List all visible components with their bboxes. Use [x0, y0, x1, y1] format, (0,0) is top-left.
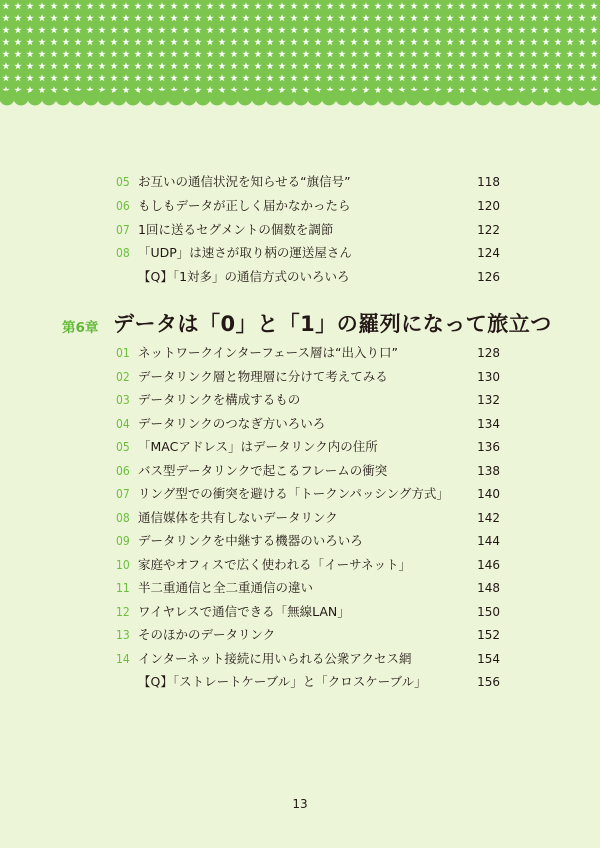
toc-entry — [0, 648, 600, 670]
entry-title: 「MACアドレス」はデータリンク内の住所 — [138, 439, 378, 454]
entry-title: 家庭やオフィスで広く使われる「イーサネット」 — [138, 556, 412, 572]
entry-page: 136 — [477, 440, 500, 454]
entry-title: データリンクを構成するもの — [138, 392, 301, 407]
entry-title: データリンク層と物理層に分けて考えてみる — [138, 368, 388, 384]
toc-entry — [0, 624, 600, 646]
toc-entry — [0, 483, 600, 505]
chapter-heading — [0, 306, 600, 342]
entry-title: 【Q】「1対多」の通信方式のいろいろ — [138, 269, 350, 285]
entry-number: 08 — [116, 510, 130, 525]
toc-entry — [0, 507, 600, 529]
entry-number: 05 — [116, 440, 130, 454]
entry-title: データリンクを中継する機器のいろいろ — [138, 533, 363, 548]
toc-entry — [0, 366, 600, 388]
entry-title: 通信媒体を共有しないデータリンク — [138, 509, 338, 525]
entry-title: 1回に送るセグメントの個数を調節 — [138, 221, 334, 237]
entry-number: 07 — [116, 222, 130, 237]
entry-title: 【Q】「ストレートケーブル」と「クロスケーブル」 — [138, 674, 427, 689]
toc-entry — [0, 266, 600, 288]
toc-entry — [0, 530, 600, 552]
entry-number: 12 — [116, 604, 130, 619]
toc-entry — [0, 242, 600, 264]
entry-title: 半二重通信と全二重通信の違い — [138, 580, 314, 595]
toc-entry — [0, 436, 600, 458]
entry-title: インターネット接続に用いられる公衆アクセス網 — [138, 650, 412, 666]
entry-title: もしもデータが正しく届かなかったら — [138, 197, 351, 213]
entry-page: 156 — [477, 675, 500, 689]
entry-page: 138 — [477, 463, 500, 478]
toc-entry — [0, 195, 600, 217]
entry-page: 120 — [477, 198, 500, 213]
entry-number: 13 — [116, 628, 130, 642]
entry-page: 142 — [477, 510, 500, 525]
entry-number: 02 — [116, 369, 130, 384]
entry-number: 07 — [116, 487, 130, 501]
toc-entry — [0, 460, 600, 482]
entry-page: 148 — [477, 581, 500, 595]
entry-page: 118 — [477, 175, 500, 189]
entry-number: 09 — [116, 534, 130, 548]
entry-page: 128 — [477, 346, 500, 360]
entry-page: 140 — [477, 487, 500, 501]
entry-page: 154 — [477, 651, 500, 666]
entry-page: 122 — [477, 222, 500, 237]
toc-entry — [0, 389, 600, 411]
toc-entry — [0, 554, 600, 576]
toc-entry — [0, 342, 600, 364]
entry-title: ネットワークインターフェース層は“出入り口” — [138, 345, 398, 360]
entry-number: 08 — [116, 246, 130, 261]
toc-entry — [0, 601, 600, 623]
entry-page: 150 — [477, 604, 500, 619]
page-number: 13 — [292, 797, 308, 811]
entry-page: 130 — [477, 369, 500, 384]
entry-page: 132 — [477, 393, 500, 407]
chapter-label: 第6章 — [62, 320, 99, 336]
entry-number: 06 — [116, 198, 130, 213]
entry-number: 01 — [116, 346, 130, 360]
entry-title: ワイヤレスで通信できる「無線LAN」 — [138, 603, 350, 619]
entry-title: データリンクのつなぎ方いろいろ — [138, 415, 326, 431]
entry-page: 126 — [477, 270, 500, 285]
entry-title: お互いの通信状況を知らせる“旗信号” — [138, 174, 351, 189]
entry-page: 152 — [477, 628, 500, 642]
entry-page: 144 — [477, 534, 500, 548]
entry-page: 146 — [477, 557, 500, 572]
entry-number: 11 — [116, 581, 130, 595]
entry-number: 10 — [116, 557, 130, 572]
entry-number: 03 — [116, 393, 130, 407]
entry-title: バス型データリンクで起こるフレームの衝突 — [138, 462, 388, 478]
entry-number: 04 — [116, 416, 130, 431]
entry-number: 05 — [116, 175, 130, 189]
chapter-title: データは「0」と「1」の羅列になって旅立つ — [113, 312, 552, 336]
toc-entry — [0, 671, 600, 693]
entry-title: 「UDP」は速さが取り柄の運送屋さん — [138, 245, 352, 261]
toc-entry — [0, 413, 600, 435]
entry-title: そのほかのデータリンク — [138, 627, 276, 642]
entry-number: 14 — [116, 651, 130, 666]
toc-entry — [0, 171, 600, 193]
entry-page: 124 — [477, 246, 500, 261]
toc-entry — [0, 577, 600, 599]
entry-page: 134 — [477, 416, 500, 431]
entry-number: 06 — [116, 463, 130, 478]
star-pattern-header — [0, 0, 600, 120]
entry-title: リング型での衝突を避ける「トークンパッシング方式」 — [138, 486, 449, 501]
toc-entry — [0, 219, 600, 241]
